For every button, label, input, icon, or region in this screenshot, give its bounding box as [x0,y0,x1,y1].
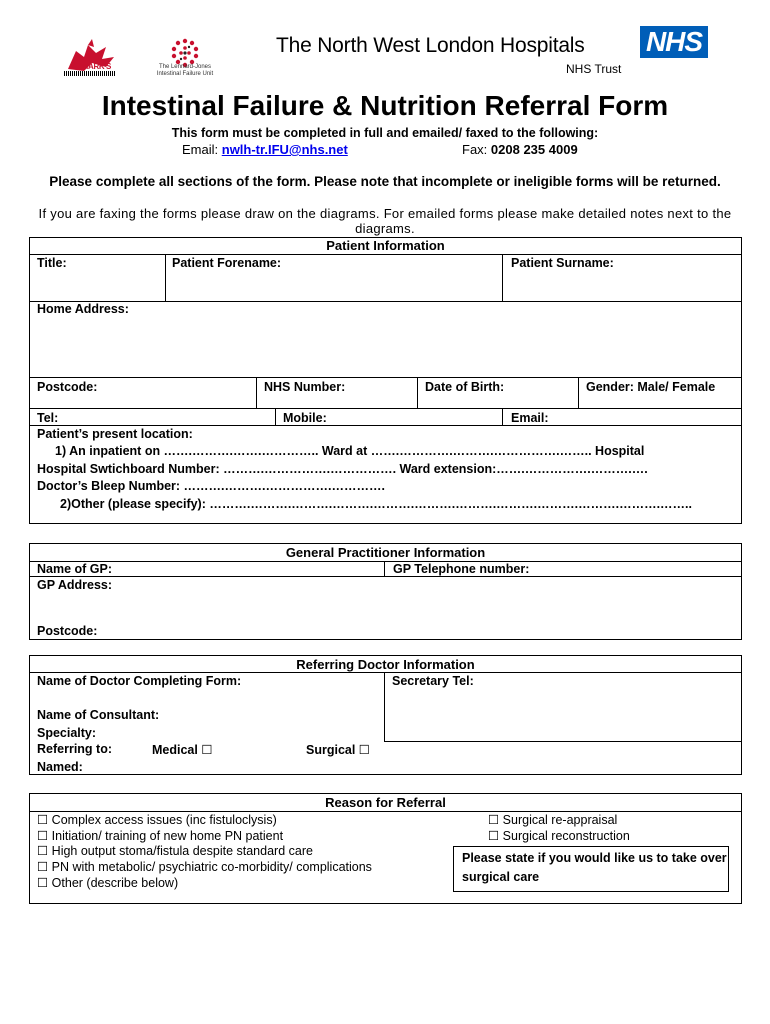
divider [384,672,385,741]
home-address-field[interactable]: Home Address: [37,302,129,316]
divider [29,301,742,302]
forename-field[interactable]: Patient Forename: [172,256,282,270]
nhs-number-field[interactable]: NHS Number: [264,380,346,394]
present-location-label: Patient’s present location: [37,427,193,441]
surgical-care-note: Please state if you would like us to take over surgical care [462,851,727,884]
divider [502,254,503,301]
switchboard-line[interactable]: Hospital Swtichboard Number: ……….…………….……………. Ward extension:…….…………….……….…. [37,462,648,476]
nhs-logo: NHS [640,26,708,58]
fax-label: Fax: [462,142,488,157]
lennard-jones-text: The Lennard-Jones Intestinal Failure Unit [156,64,214,77]
gp-postcode-field[interactable]: Postcode: [37,624,98,638]
divider [384,561,385,576]
tel-field[interactable]: Tel: [37,411,59,425]
st-marks-text: ST.MARK'S [70,62,112,71]
surname-field[interactable]: Patient Surname: [511,256,614,270]
divider [165,254,166,301]
divider [29,425,742,426]
inpatient-line[interactable]: 1) An inpatient on …….……….…….………….. Ward at …….………….……….…………….…….. Hospital [55,444,645,458]
email-label: Email: [182,142,219,157]
form-instruction: This form must be completed in full and emailed/ faxed to the following: [171,126,599,140]
divider [578,377,579,408]
secretary-tel-field[interactable]: Secretary Tel: [392,674,474,688]
option-complex-access[interactable]: ☐ Complex access issues (inc fistuloclysis) [37,813,277,827]
consultant-field[interactable]: Name of Consultant: [37,708,160,722]
named-field[interactable]: Named: [37,760,83,774]
trust-name: The North West London Hospitals [276,34,585,57]
doctor-name-field[interactable]: Name of Doctor Completing Form: [37,674,242,688]
fax-email-note: If you are faxing the forms please draw on the diagrams. For emailed forms please make detailed notes next to the diagrams. [38,206,732,236]
gp-telephone-field[interactable]: GP Telephone number: [393,562,530,576]
divider [29,408,742,409]
gp-name-field[interactable]: Name of GP: [37,562,113,576]
fax-number: 0208 235 4009 [490,142,578,157]
postcode-field[interactable]: Postcode: [37,380,98,394]
divider [256,377,257,408]
title-field[interactable]: Title: [37,256,67,270]
specialty-field[interactable]: Specialty: [37,726,97,740]
gender-field[interactable]: Gender: Male/ Female [586,380,716,394]
medical-checkbox[interactable]: Medical ☐ [152,743,213,757]
patient-email-field[interactable]: Email: [511,411,549,425]
st-marks-barcode [64,71,116,76]
option-surgical-reconstruction[interactable]: ☐ Surgical reconstruction [488,829,630,843]
gp-info-title: General Practitioner Information [285,545,486,560]
divider [275,408,276,425]
option-surgical-reappraisal[interactable]: ☐ Surgical re-appraisal [488,813,618,827]
referring-doctor-title: Referring Doctor Information [296,657,475,672]
form-title: Intestinal Failure & Nutrition Referral Form [101,90,669,121]
trust-subtitle: NHS Trust [566,62,622,76]
option-other[interactable]: ☐ Other (describe below) [37,876,179,890]
divider [29,561,742,562]
referring-to-label: Referring to: [37,742,112,756]
divider [29,254,742,255]
st-marks-logo [62,28,120,86]
dob-field[interactable]: Date of Birth: [425,380,505,394]
divider [384,741,742,742]
option-high-output[interactable]: ☐ High output stoma/fistula despite standard care [37,844,313,858]
divider [29,377,742,378]
mobile-field[interactable]: Mobile: [283,411,327,425]
fax-contact [462,142,578,157]
other-location-line[interactable]: 2)Other (please specify): ……….……….……….……….……….……….……….……….……….……….……….…….. [60,497,693,511]
email-link[interactable]: nwlh-tr.IFU@nhs.net [221,142,348,157]
divider [29,672,742,673]
divider [29,576,742,577]
option-pn-comorbidity[interactable]: ☐ PN with metabolic/ psychiatric co-morbidity/ complications [37,860,372,874]
completion-note: Please complete all sections of the form. Please note that incomplete or ineligible forms will be returned. [49,174,721,189]
divider [502,408,503,425]
reason-title: Reason for Referral [325,795,446,810]
email-contact [182,142,348,157]
gp-address-field[interactable]: GP Address: [37,578,113,592]
option-initiation-training[interactable]: ☐ Initiation/ training of new home PN patient [37,829,284,843]
patient-info-title: Patient Information [326,238,445,253]
surgical-checkbox[interactable]: Surgical ☐ [306,743,371,757]
divider [417,377,418,408]
surgical-care-box[interactable] [453,846,729,892]
bleep-line[interactable]: Doctor’s Bleep Number: ……….……….…………….…………. [37,479,385,493]
